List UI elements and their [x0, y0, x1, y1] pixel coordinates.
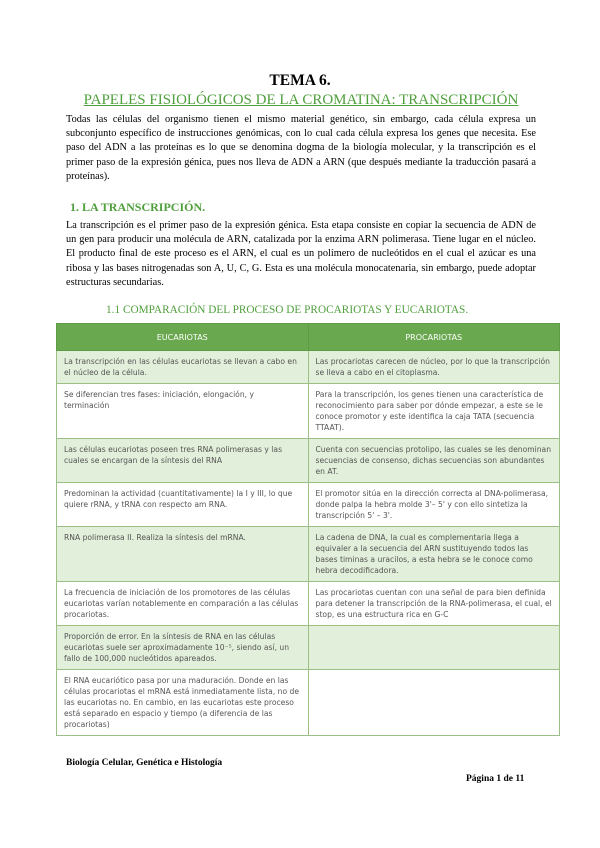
table-cell: [308, 626, 560, 670]
transcripcion-paragraph: La transcripción es el primer paso de la expresión génica. Esta etapa consiste en copiar la secuencia de ADN de un gen para producir una molécula de ARN, catalizada por la enzima ARN polimerasa. Tiene lugar en el núcleo. El producto final de este proceso es el ARN, el cual es un polímero de nucleótidos en el cual el azúcar es una ribosa y las bases nitrogenadas son A, U, C, G. Esta es una molécula monocatenaria, sin embargo, puede adoptar estructuras secundarias.: [66, 220, 536, 288]
section-heading-transcripcion: 1. LA TRANSCRIPCIÓN.: [70, 200, 206, 214]
table-row: [57, 527, 560, 582]
table-cell: La frecuencia de iniciación de los promotores de las células eucariotas varían notablemente en comparación a las células procariotas.: [57, 582, 309, 626]
table-row: [57, 439, 560, 483]
table-cell: Las procariotas carecen de núcleo, por lo que la transcripción se lleva a cabo en el citoplasma.: [308, 351, 560, 384]
table-cell: RNA polimerasa II. Realiza la síntesis del mRNA.: [57, 527, 309, 582]
table-cell: La cadena de DNA, la cual es complementaria llega a equivaler a la secuencia del ARN sustituyendo todos las bases timinas a uracilos, a esta hebra se le conoce como hebra decodificadora.: [308, 527, 560, 582]
page-subtitle: PAPELES FISIOLÓGICOS DE LA CROMATINA: TRANSCRIPCIÓN: [83, 92, 519, 108]
table-cell: Proporción de error. En la síntesis de RNA en las células eucariotas suele ser aproximadamente 10⁻⁵, siendo así, un fallo de 100,000 nucleótidos apareados.: [57, 626, 309, 670]
page-number: Página 1 de 11: [466, 774, 525, 784]
table-cell: El promotor sitúa en la dirección correcta al DNA-polimerasa, donde palpa la hebra molde 3'– 5' y con ello sintetiza la transcripción 5' – 3'.: [308, 483, 560, 527]
table-cell: Cuenta con secuencias protolipo, las cuales se les denominan secuencias de consenso, dichas secuencias son abundantes en AT.: [308, 439, 560, 483]
table-cell: Se diferencian tres fases: iniciación, elongación, y terminación: [57, 384, 309, 439]
table-cell: La transcripción en las células eucariotas se llevan a cabo en el núcleo de la célula.: [57, 351, 309, 384]
comparison-table: [56, 323, 560, 736]
table-cell: Para la transcripción, los genes tienen una característica de reconocimiento para saber por dónde empezar, a este se le conoce promotor y este identifica la caja TATA (secuencia TTAAT).: [308, 384, 560, 439]
table-row: [57, 670, 560, 736]
footer-course-name: Biología Celular, Genética e Histología: [66, 758, 223, 768]
column-header-procariotas: PROCARIOTAS: [308, 324, 560, 351]
table-row: [57, 626, 560, 670]
table-cell: Las procariotas cuentan con una señal de para bien definida para detener la transcripción de la RNA-polimerasa, el cual, el stop, es una estructura rica en G-C: [308, 582, 560, 626]
intro-paragraph: Todas las células del organismo tienen el mismo material genético, sin embargo, cada célula expresa un subconjunto específico de instrucciones genómicas, con lo cual cada célula expresa los genes que necesita. Ese paso del ADN a las proteínas es lo que se denomina dogma de la biología molecular, y la transcripción es el primer paso de la expresión génica, pues nos lleva de ADN a ARN (que después mediante la traducción pasará a proteínas).: [66, 114, 536, 182]
table-row: [57, 351, 560, 384]
table-cell: El RNA eucariótico pasa por una maduración. Donde en las células procariotas el mRNA está inmediatamente lista, no de las eucariotas no. En cambio, en las eucariotas este proceso está separado en espacio y tiempo (a diferencia de las procariotas): [57, 670, 309, 736]
table-row: [57, 384, 560, 439]
page-title: TEMA 6.: [269, 72, 331, 89]
table-cell: Las células eucariotas poseen tres RNA polimerasas y las cuales se encargan de la síntesis del RNA: [57, 439, 309, 483]
table-header-row: [57, 324, 560, 351]
table-row: [57, 483, 560, 527]
table-row: [57, 582, 560, 626]
table-cell: Predominan la actividad (cuantitativamente) la I y III, lo que quiere rRNA, y tRNA con respecto am RNA.: [57, 483, 309, 527]
column-header-eucariotas: EUCARIOTAS: [57, 324, 309, 351]
table-cell: [308, 670, 560, 736]
section-heading-comparacion: 1.1 COMPARACIÓN DEL PROCESO DE PROCARIOTAS Y EUCARIOTAS.: [106, 304, 469, 316]
